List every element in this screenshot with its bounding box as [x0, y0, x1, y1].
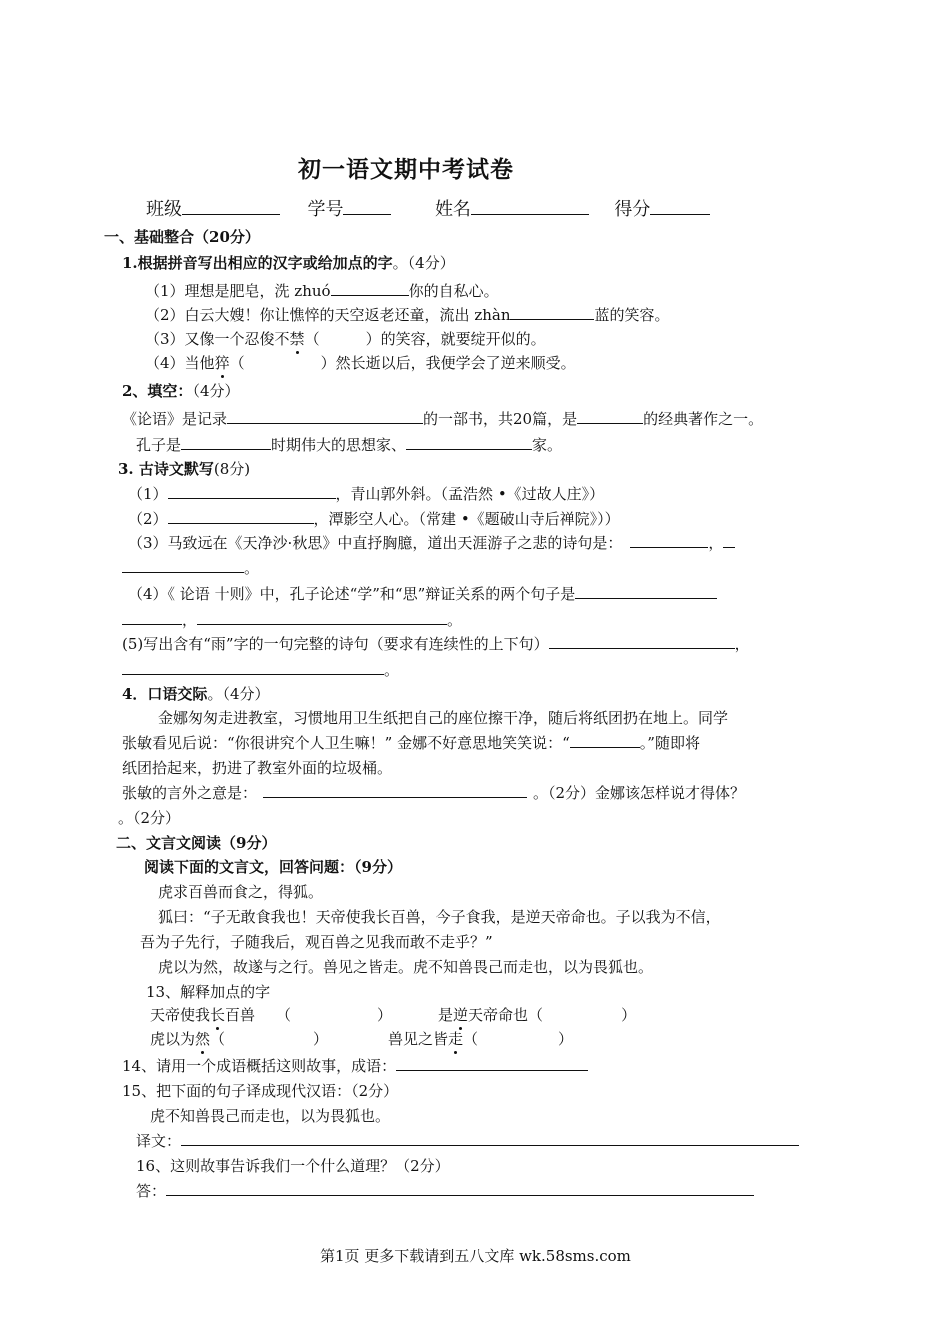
- q13-a-paren-close: ）: [377, 1006, 393, 1024]
- page-title: 初一语文期中考试卷: [298, 156, 514, 183]
- q15-answer-line: [136, 1131, 799, 1151]
- q1-item-3-dotted-char: 禁: [289, 330, 305, 348]
- q3-line-5-comma: ，: [734, 635, 750, 653]
- q15-answer-label: 译文：: [136, 1132, 182, 1150]
- class-label: 班级: [146, 199, 182, 220]
- q13-item-a: [150, 1005, 255, 1025]
- name-label: 姓名: [434, 199, 471, 220]
- q4-para-3: 纸团拾起来，扔进了教室外面的垃圾桶。: [122, 759, 393, 777]
- passage-line-2: 狐曰：“子无敢食我也！天帝使我长百兽，今子食我，是逆天帝命也。子以我为不信，: [158, 908, 721, 926]
- q3-score: (8分): [213, 460, 251, 478]
- q4-para-4-b: 。（2分）金娜该怎样说才得体？: [533, 784, 746, 802]
- q13-item-c-dotted-char: 然: [195, 1030, 211, 1048]
- q1-item-4: [145, 353, 576, 373]
- q2-line-2-c: 家。: [532, 436, 563, 454]
- q1-item-2: [145, 305, 670, 325]
- q2-blank-1[interactable]: [227, 409, 423, 424]
- q3-blank-3b[interactable]: [723, 533, 735, 548]
- section-2-subheading: 阅读下面的文言文，回答问题：（9分）: [144, 858, 402, 876]
- q4-title-text: 4．口语交际: [122, 685, 208, 703]
- q1-item-1-pre: （1）理想是肥皂，洗 zhuó: [145, 282, 331, 300]
- q4-blank-1[interactable]: [570, 733, 640, 748]
- q3-line-4-text: （4）《 论语 十则》中，孔子论述“学”和“思”辩证关系的两个句子是: [128, 585, 576, 603]
- q3-blank-7[interactable]: [197, 610, 447, 625]
- q1-title: [122, 253, 455, 273]
- q3-blank-5[interactable]: [575, 584, 717, 599]
- q13-c-paren-open: （: [210, 1030, 226, 1048]
- q1-item-3-pre: （3）又像一个忍俊不: [145, 330, 290, 348]
- q3-line-2-a: （2）: [128, 510, 168, 528]
- passage-line-4: 虎以为然，故遂与之行。兽见之皆走。虎不知兽畏己而走也，以为畏狐也。: [158, 958, 654, 976]
- q1-item-1-post: 你的自私心。: [408, 282, 499, 300]
- q1-item-1-blank[interactable]: [331, 281, 409, 296]
- q1-item-2-post: 蓝的笑容。: [594, 306, 670, 324]
- q15-line: 15、把下面的句子译成现代汉语：（2分）: [122, 1082, 399, 1100]
- q3-blank-8[interactable]: [549, 634, 735, 649]
- q2-blank-4[interactable]: [406, 435, 532, 450]
- q4-title: [122, 684, 270, 704]
- q4-para-4-a: 张敏的言外之意是：: [122, 784, 258, 802]
- q3-blank-6[interactable]: [122, 610, 182, 625]
- q3-line-4: [128, 584, 717, 604]
- q13-item-a-pre: 天帝使我: [150, 1006, 211, 1024]
- student-info-row: [146, 200, 710, 220]
- q2-line-1: [122, 409, 763, 429]
- q3-line-3: [128, 533, 735, 553]
- q4-para-4: [122, 783, 745, 803]
- q13-d-paren-open: （: [463, 1030, 479, 1048]
- q3-line-4-cont: [122, 610, 462, 630]
- section-1-heading: 一、基础整合（20分）: [104, 228, 260, 246]
- q13-item-c: [150, 1029, 328, 1049]
- passage-line-1: 虎求百兽而食之，得狐。: [158, 883, 324, 901]
- q3-line-5: [122, 634, 750, 654]
- q16-answer-line: [136, 1181, 754, 1201]
- q1-title-text: 1.根据拼音写出相应的汉字或给加点的字: [122, 254, 393, 272]
- q13-item-a-answer: [276, 1005, 392, 1025]
- name-field[interactable]: [471, 200, 589, 215]
- q2-blank-2[interactable]: [577, 409, 643, 424]
- q13-item-b: [438, 1005, 636, 1025]
- q2-title-text: 2、填空：: [122, 382, 193, 400]
- q2-title: [122, 381, 239, 401]
- q4-score: 。（4分）: [207, 685, 270, 703]
- q1-item-4-post: ）然长逝以后，我便学会了逆来顺受。: [320, 354, 576, 372]
- q2-score: （4分）: [192, 382, 240, 400]
- q2-line-2-b: 时期伟大的思想家、: [271, 436, 407, 454]
- q3-line-5-text: (5)写出含有“雨”字的一句完整的诗句（要求有连续性的上下句）: [122, 635, 549, 653]
- number-field[interactable]: [343, 200, 391, 215]
- q3-blank-4[interactable]: [122, 558, 244, 573]
- q3-title: [118, 459, 250, 479]
- q2-blank-3[interactable]: [181, 435, 271, 450]
- q3-title-text: 3. 古诗文默写: [118, 460, 214, 478]
- q13-b-paren-open: （: [528, 1006, 544, 1024]
- q13-title: 13、解释加点的字: [146, 983, 271, 1001]
- q16-line: 16、这则故事告诉我们一个什么道理？（2分）: [136, 1157, 450, 1175]
- q13-d-paren-close: ）: [558, 1030, 574, 1048]
- q13-item-d-pre: 兽见之皆: [388, 1030, 449, 1048]
- q3-blank-3[interactable]: [630, 533, 708, 548]
- q13-item-a-post: 百兽: [225, 1006, 256, 1024]
- q3-line-1-b: ，青山郭外斜。（孟浩然 •《过故人庄》）: [335, 485, 605, 503]
- q13-b-paren-close: ）: [621, 1006, 637, 1024]
- score-label: 得分: [614, 199, 651, 220]
- q3-line-5-end: 。: [384, 661, 400, 679]
- class-field[interactable]: [182, 200, 280, 215]
- q13-item-b-post: 天帝命也: [468, 1006, 529, 1024]
- q3-line-1-a: （1）: [128, 485, 168, 503]
- q3-line-1: [128, 484, 604, 504]
- q1-item-2-pre: （2）白云大嫂！你让憔悴的天空返老还童，流出 zhàn: [145, 306, 511, 324]
- q1-item-3-post: ）的笑容，就要绽开似的。: [365, 330, 546, 348]
- q3-line-5-cont: [122, 660, 399, 680]
- section-2-heading: 二、文言文阅读（9分）: [116, 834, 277, 852]
- score-field[interactable]: [650, 200, 710, 215]
- q3-line-4-comma: ，: [182, 611, 198, 629]
- q2-line-1-b: 的一部书，共20篇，是: [423, 410, 578, 428]
- q14-text: 14、请用一个成语概括这则故事，成语：: [122, 1057, 397, 1075]
- q3-line-2: [128, 509, 620, 529]
- q15-answer-blank[interactable]: [181, 1131, 799, 1146]
- q4-para-2: [122, 733, 700, 753]
- q13-item-a-dotted-char: 长: [210, 1006, 226, 1024]
- q3-line-3-end: 。: [244, 559, 260, 577]
- q1-item-3-paren: （: [304, 330, 320, 348]
- q14-answer-blank[interactable]: [396, 1056, 588, 1071]
- q1-item-4-dotted-char: 猝: [214, 354, 230, 372]
- q13-item-b-pre: 是: [438, 1006, 454, 1024]
- q4-para-1: 金娜匆匆走进教室，习惯地用卫生纸把自己的座位擦干净，随后将纸团扔在地上。同学: [158, 709, 729, 727]
- q4-para-5: 。（2分）: [118, 809, 181, 827]
- q3-line-3-text: （3）马致远在《天净沙·秋思》中直抒胸臆，道出天涯游子之悲的诗句是：: [128, 534, 623, 552]
- q2-line-1-a: 《论语》是记录: [122, 410, 228, 428]
- number-label: 学号: [307, 199, 344, 220]
- q3-line-3-comma: ，: [708, 534, 724, 552]
- q3-line-3-cont: [122, 558, 259, 578]
- q3-blank-9[interactable]: [122, 660, 384, 675]
- q13-item-b-dotted-char: 逆: [453, 1006, 469, 1024]
- q1-score: 。（4分）: [392, 254, 455, 272]
- q1-item-1: [145, 281, 499, 301]
- q13-c-paren-close: ）: [313, 1030, 329, 1048]
- q1-item-4-paren: （: [229, 354, 245, 372]
- q13-item-c-pre: 虎以为: [150, 1030, 196, 1048]
- q16-answer-blank[interactable]: [166, 1181, 754, 1196]
- q1-item-2-blank[interactable]: [510, 305, 594, 320]
- q13-a-paren-open: （: [276, 1006, 292, 1024]
- q4-para-2-b: 。”随即将: [639, 734, 700, 752]
- q2-line-2: [136, 435, 562, 455]
- q3-blank-2[interactable]: [168, 509, 314, 524]
- q3-line-2-b: ，潭影空人心。（常建 •《题破山寺后禅院》））: [313, 510, 620, 528]
- page-footer: 第1页 更多下载请到五八文库 wk.58sms.com: [320, 1247, 631, 1265]
- q13-item-d: [388, 1029, 573, 1049]
- q1-item-4-pre: （4）当他: [145, 354, 215, 372]
- q14-line: [122, 1056, 588, 1076]
- q2-line-1-c: 的经典著作之一。: [643, 410, 764, 428]
- q1-item-3: [145, 329, 546, 349]
- q3-line-4-end: 。: [447, 611, 463, 629]
- passage-line-3: 吾为子先行，子随我后，观百兽之见我而敢不走乎？”: [140, 933, 493, 951]
- q13-item-d-dotted-char: 走: [448, 1030, 464, 1048]
- q4-blank-2[interactable]: [263, 783, 527, 798]
- q15-sentence: 虎不知兽畏己而走也，以为畏狐也。: [150, 1107, 391, 1125]
- q3-blank-1[interactable]: [168, 484, 336, 499]
- q4-para-2-a: 张敏看见后说：“你很讲究个人卫生嘛！” 金娜不好意思地笑笑说：“: [122, 734, 570, 752]
- q2-line-2-a: 孔子是: [136, 436, 182, 454]
- q16-answer-label: 答：: [136, 1182, 167, 1200]
